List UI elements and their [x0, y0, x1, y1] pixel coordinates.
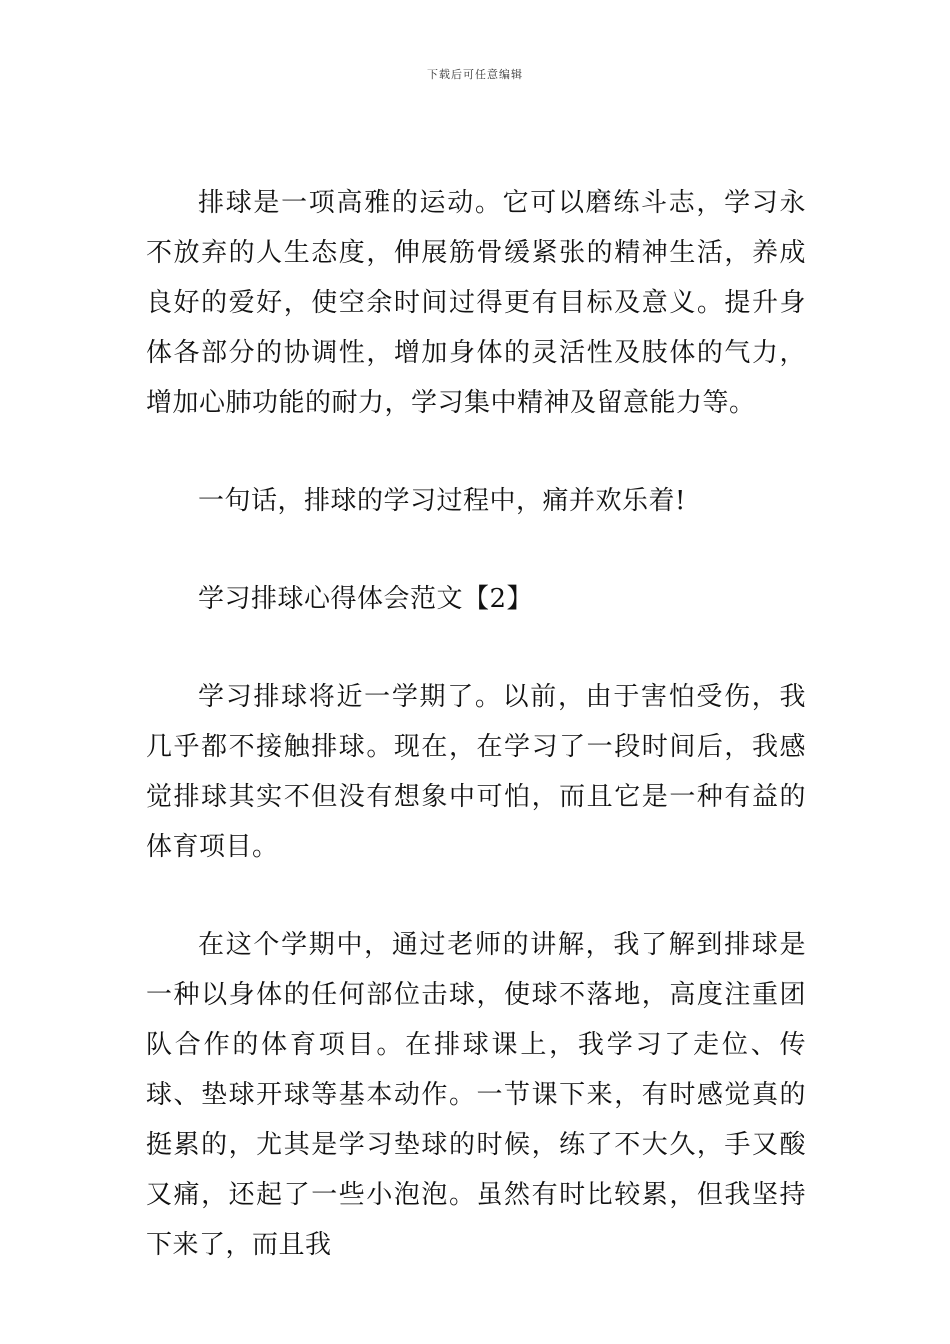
section-heading: 学习排球心得体会范文【2】: [198, 584, 534, 614]
document-body: [146, 178, 806, 1270]
paragraph-gap: [146, 428, 806, 476]
paragraph-volleyball-benefits: 排球是一项高雅的运动。它可以磨练斗志，学习永不放弃的人生态度，伸展筋骨缓紧张的精神生活，养成良好的爱好，使空余时间过得更有目标及意义。提升身体各部分的协调性，增加身体的灵活性及肢体的气力，增加心肺功能的耐力，学习集中精神及留意能力等。: [146, 188, 806, 418]
header-note: 下载后可任意编辑: [427, 68, 523, 81]
paragraph-semester: 在这个学期中，通过老师的讲解，我了解到排球是一种以身体的任何部位击球，使球不落地，高度注重团队合作的体育项目。在排球课上，我学习了走位、传球、垫球开球等基本动作。一节课下来，有时感觉真的挺累的，尤其是学习垫球的时候，练了不大久，手又酸又痛，还起了一些小泡泡。虽然有时比较累，但我坚持下来了，而且我: [146, 930, 806, 1260]
paragraph-gap: [146, 624, 806, 672]
paragraph-intro: 学习排球将近一学期了。以前，由于害怕受伤，我几乎都不接触排球。现在，在学习了一段时间后，我感觉排球其实不但没有想象中可怕，而且它是一种有益的体育项目。: [146, 682, 806, 862]
paragraph-summary: 一句话，排球的学习过程中，痛并欢乐着!: [198, 486, 686, 516]
paragraph-gap: [146, 526, 806, 574]
paragraph-gap: [146, 872, 806, 920]
